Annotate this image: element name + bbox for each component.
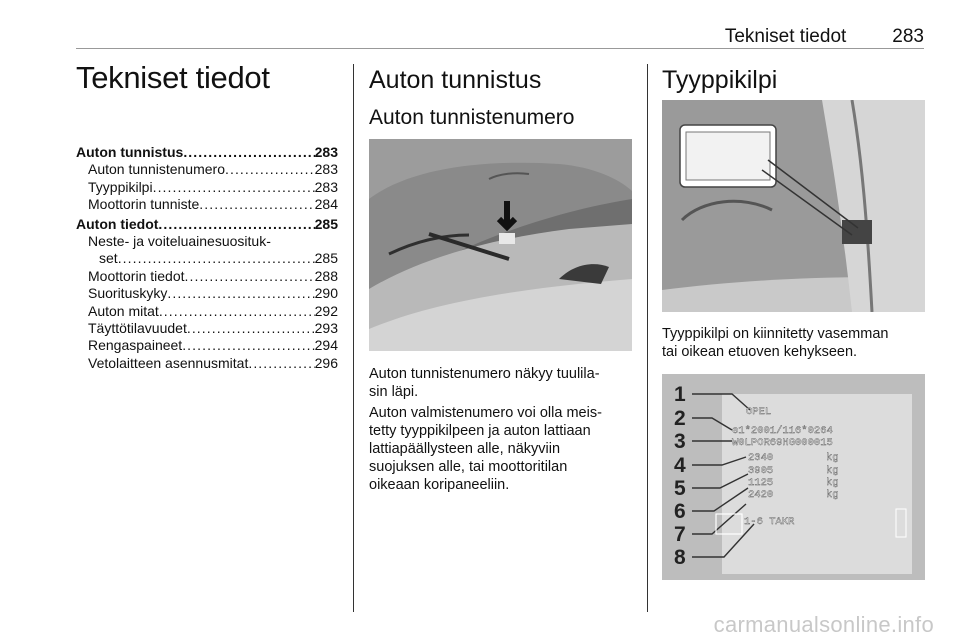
- toc-entry-vetolaitteen-asennusmitat[interactable]: Vetolaitteen asennusmitat . . . 296: [76, 355, 338, 372]
- plate-unit-3: kg: [826, 477, 839, 489]
- page-number: 283: [892, 26, 924, 47]
- caption-vin-windshield: Auton tunnistenumero näkyy tuulila- sin läpi.: [369, 366, 600, 400]
- callout-4: 4: [674, 454, 686, 477]
- plate-line-3: W0LPOR69HG000015: [732, 437, 833, 449]
- body-vin-locations: Auton valmistenumero voi olla meis- tetty tyyppikilpeen ja auton lattiaan lattiapäällysteen alle, näkyviin suojuksen alle, tai moottoritilan oikeaan koripaneeliin.: [369, 405, 602, 493]
- header-rule: [76, 48, 924, 49]
- door-frame-plate-illustration: [662, 100, 925, 312]
- caption-plate-location: Tyyppikilpi on kiinnitetty vasemman tai oikean etuoven kehykseen.: [662, 326, 889, 360]
- plate-unit-2: kg: [826, 465, 839, 477]
- column-divider-right: [647, 64, 648, 612]
- plate-line-8: 1-6 TAKR: [744, 516, 795, 528]
- toc-group: [76, 216, 338, 373]
- toc-entry-auton-tunnistenumero[interactable]: Auton tunnistenumero . . . 283: [76, 161, 338, 178]
- toc-entry-auton-tunnistus[interactable]: Auton tunnistus . . . 283: [76, 144, 338, 161]
- plate-unit-4: kg: [826, 489, 839, 501]
- plate-line-6: 1125: [748, 477, 774, 489]
- plate-unit-1: kg: [826, 452, 839, 464]
- table-of-contents: [76, 144, 338, 374]
- windshield-vin-illustration: [369, 139, 632, 351]
- toc-group: [76, 144, 338, 214]
- identification-plate-diagram: [662, 374, 925, 580]
- plate-line-7: 2420: [748, 489, 774, 501]
- toc-entry-rengaspaineet[interactable]: Rengaspaineet . . . 294: [76, 337, 338, 354]
- callout-3: 3: [674, 430, 686, 453]
- plate-line-5: 3905: [748, 465, 774, 477]
- toc-entry-tayttotilavuudet[interactable]: Täyttötilavuudet . . . 293: [76, 320, 338, 337]
- running-head: [725, 26, 924, 48]
- plate-line-1: OPEL: [746, 406, 772, 418]
- toc-entry-neste-ja-voiteluaine-first-line[interactable]: Neste- ja voiteluainesuosituk-: [88, 233, 271, 250]
- toc-entry-suorituskyky[interactable]: Suorituskyky . . . 290: [76, 285, 338, 302]
- toc-entry-tyyppikilpi[interactable]: Tyyppikilpi . . . 283: [76, 179, 338, 196]
- subsection-heading-auton-tunnistenumero: Auton tunnistenumero: [369, 106, 575, 129]
- plate-line-4: 2340: [748, 452, 774, 464]
- chapter-title: Tekniset tiedot: [76, 60, 270, 95]
- plate-line-2: e1*2001/116*0264: [732, 425, 833, 437]
- callout-1: 1: [674, 383, 686, 406]
- callout-8: 8: [674, 546, 686, 569]
- toc-entry-moottorin-tiedot[interactable]: Moottorin tiedot . . . 288: [76, 268, 338, 285]
- toc-entry-neste-ja-voiteluaine[interactable]: set . . . 285: [76, 250, 338, 267]
- watermark: carmanualsonline.info: [713, 612, 934, 637]
- callout-7: 7: [674, 523, 686, 546]
- section-heading-tyyppikilpi: Tyyppikilpi: [662, 66, 778, 94]
- callout-5: 5: [674, 477, 686, 500]
- callout-6: 6: [674, 500, 686, 523]
- callout-2: 2: [674, 407, 686, 430]
- toc-entry-auton-mitat[interactable]: Auton mitat . . . 292: [76, 303, 338, 320]
- toc-entry-moottorin-tunniste[interactable]: Moottorin tunniste . . . 284: [76, 196, 338, 213]
- column-divider-left: [353, 64, 354, 612]
- toc-entry-auton-tiedot[interactable]: Auton tiedot . . . 285: [76, 216, 338, 233]
- running-head-title: Tekniset tiedot: [724, 26, 847, 47]
- section-heading-auton-tunnistus: Auton tunnistus: [369, 66, 542, 94]
